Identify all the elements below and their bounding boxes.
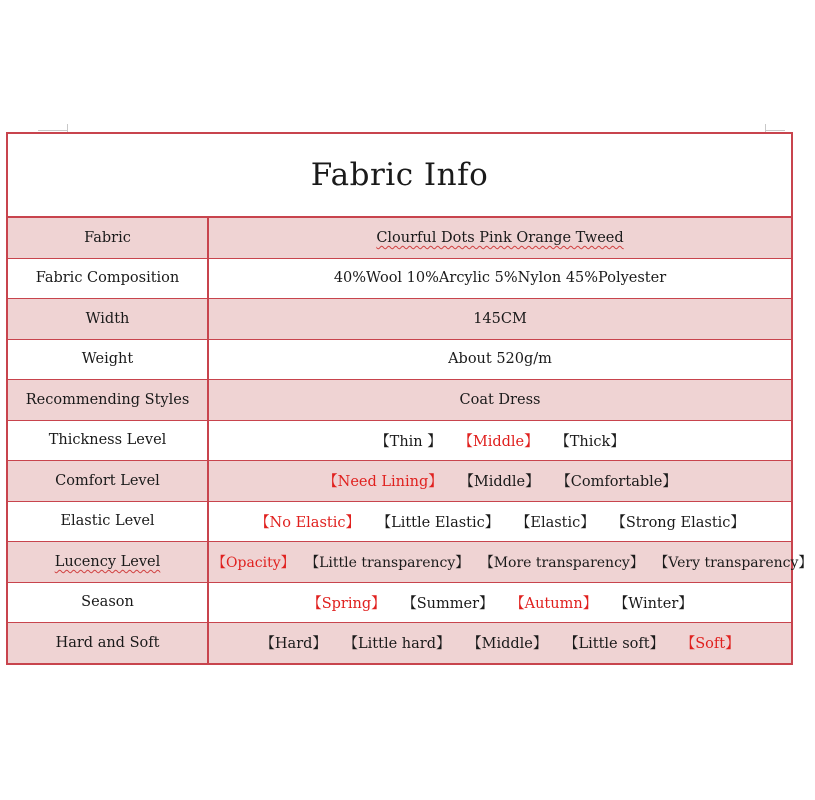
option-summer: 【Summer】	[402, 595, 494, 612]
option-little-transparency: 【Little transparency】	[305, 554, 470, 571]
table-row-comfort	[8, 461, 791, 502]
row-options	[208, 501, 791, 542]
fabric-spec-table	[8, 218, 813, 663]
option-soft-selected: 【Soft】	[680, 636, 740, 653]
table-row-weight	[8, 339, 791, 380]
table-row-fabric	[8, 218, 791, 258]
option-elastic: 【Elastic】	[515, 514, 595, 531]
row-options	[208, 623, 791, 663]
option-autumn-selected: 【Autumn】	[510, 595, 598, 612]
option-middle: 【Middle】	[459, 474, 540, 491]
table-row-thickness	[8, 420, 791, 461]
row-options	[208, 542, 813, 583]
table-row-season	[8, 582, 791, 623]
row-label: Fabric	[8, 218, 208, 258]
option-little-soft: 【Little soft】	[563, 636, 665, 653]
row-options	[208, 420, 791, 461]
row-value: 145CM	[208, 299, 791, 340]
table-row-elastic	[8, 501, 791, 542]
option-middle-selected: 【Middle】	[458, 433, 539, 450]
fabric-info-table	[6, 132, 813, 665]
table-row-lucency	[8, 542, 791, 583]
page-corner-mark-left	[38, 130, 67, 131]
option-little-elastic: 【Little Elastic】	[376, 514, 500, 531]
option-middle: 【Middle】	[467, 636, 548, 653]
row-label: Weight	[8, 339, 208, 380]
row-label: Season	[8, 582, 208, 623]
row-value: 40%Wool 10%Arcylic 5%Nylon 45%Polyester	[208, 258, 791, 299]
table-row-width	[8, 299, 791, 340]
fabric-name: Clourful Dots Pink Orange Tweed	[376, 229, 624, 246]
row-value	[208, 218, 791, 258]
option-little-hard: 【Little hard】	[343, 636, 451, 653]
option-hard: 【Hard】	[260, 636, 327, 653]
option-need-lining-selected: 【Need Lining】	[323, 474, 443, 491]
row-label: Thickness Level	[8, 420, 208, 461]
table-row-hard-soft	[8, 623, 791, 663]
row-value: About 520g/m	[208, 339, 791, 380]
row-options	[208, 582, 791, 623]
row-value: Coat Dress	[208, 380, 791, 421]
row-label: Fabric Composition	[8, 258, 208, 299]
option-winter: 【Winter】	[613, 595, 693, 612]
row-label: Comfort Level	[8, 461, 208, 502]
option-comfortable: 【Comfortable】	[556, 474, 677, 491]
row-label: Recommending Styles	[8, 380, 208, 421]
row-label	[8, 542, 208, 583]
option-strong-elastic: 【Strong Elastic】	[611, 514, 745, 531]
row-label: Width	[8, 299, 208, 340]
option-no-elastic-selected: 【No Elastic】	[255, 514, 360, 531]
option-opacity-selected: 【Opacity】	[212, 554, 295, 571]
table-row-styles	[8, 380, 791, 421]
row-options	[208, 461, 791, 502]
option-very-transparency: 【Very transparency】	[654, 554, 813, 571]
option-more-transparency: 【More transparency】	[479, 554, 644, 571]
row-label: Hard and Soft	[8, 623, 208, 663]
page-corner-mark-right	[765, 130, 785, 131]
table-row-composition	[8, 258, 791, 299]
table-title: Fabric Info	[8, 134, 791, 218]
option-thick: 【Thick】	[555, 433, 625, 450]
option-thin: 【Thin 】	[375, 433, 442, 450]
row-label: Elastic Level	[8, 501, 208, 542]
lucency-label: Lucency Level	[54, 553, 161, 570]
option-spring-selected: 【Spring】	[307, 595, 386, 612]
